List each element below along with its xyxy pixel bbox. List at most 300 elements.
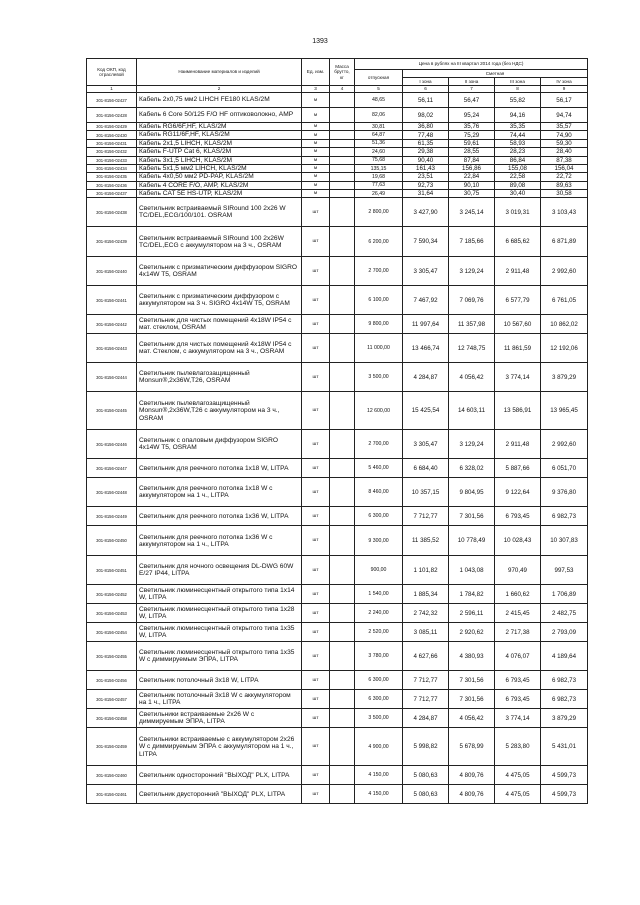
zone-3-price-cell: 2 911,48 [495,257,541,286]
mass-cell [330,585,355,604]
unit-cell: шт [302,604,330,623]
zone-4-price-cell: 2 992,60 [541,430,588,459]
release-price-cell: 135,15 [355,164,403,172]
table-body [87,93,588,804]
unit-cell: м [302,139,330,147]
product-code-cell: 301-8156-02452 [87,585,137,604]
zone-2-price-cell: 28,55 [449,148,495,156]
zone-3-price-cell: 3 774,14 [495,709,541,728]
zone-2-price-cell: 4 056,42 [449,709,495,728]
zone-4-price-cell: 74,90 [541,131,588,139]
table-row [87,227,588,257]
release-price-cell: 6 100,00 [355,286,403,315]
unit-cell: шт [302,526,330,556]
release-price-cell: 8 460,00 [355,478,403,507]
header-estimate: Сметная [403,70,588,78]
product-name-cell: Кабель RG11/6F,HF, KLAS/2M [137,131,302,139]
price-table [86,58,588,804]
product-name-cell: Кабель 6 Core 50/125 F/O HF оптиковолокно, AMP [137,108,302,123]
product-code-cell: 301-8156-02460 [87,766,137,785]
zone-2-price-cell: 56,47 [449,93,495,108]
zone-4-price-cell: 10 862,02 [541,315,588,334]
zone-2-price-cell: 2 920,62 [449,623,495,642]
zone-4-price-cell: 89,63 [541,181,588,189]
zone-4-price-cell: 3 103,43 [541,198,588,227]
zone-4-price-cell: 35,57 [541,123,588,131]
table-row [87,164,588,172]
table-row [87,139,588,147]
release-price-cell: 9 800,00 [355,315,403,334]
table-row [87,257,588,286]
zone-4-price-cell: 6 982,73 [541,507,588,526]
release-price-cell: 2 700,00 [355,430,403,459]
product-name-cell: Светильник односторонний "ВЫХОД" PLX, LITPA [137,766,302,785]
product-name-cell: Кабель 4 CORE F/O, AMP, KLAS/2M [137,181,302,189]
mass-cell [330,227,355,257]
zone-4-price-cell: 5 431,01 [541,728,588,766]
zone-1-price-cell: 3 305,47 [403,257,449,286]
product-code-cell: 301-8156-02436 [87,181,137,189]
product-name-cell: Светильник с опаловым диффузором SIGRO 4x14W T5, OSRAM [137,430,302,459]
zone-3-price-cell: 2 415,45 [495,604,541,623]
zone-3-price-cell: 74,44 [495,131,541,139]
mass-cell [330,198,355,227]
product-code-cell: 301-8156-02456 [87,671,137,690]
release-price-cell: 30,81 [355,123,403,131]
header-unit: Ед. изм. [302,59,330,86]
zone-1-price-cell: 4 627,66 [403,642,449,671]
column-number: 5 [355,86,403,93]
product-code-cell: 301-8156-02445 [87,392,137,430]
zone-2-price-cell: 2 596,11 [449,604,495,623]
unit-cell: шт [302,642,330,671]
product-name-cell: Светильник люминесцентный открытого типа 1x28 W, LITPA [137,604,302,623]
header-name: Наименование материалов и изделий [137,59,302,86]
mass-cell [330,604,355,623]
zone-4-price-cell: 12 192,06 [541,334,588,363]
release-price-cell: 6 300,00 [355,690,403,709]
zone-1-price-cell: 7 467,92 [403,286,449,315]
table-row [87,671,588,690]
unit-cell: шт [302,671,330,690]
zone-3-price-cell: 3 774,14 [495,363,541,392]
mass-cell [330,286,355,315]
table-row [87,690,588,709]
unit-cell: шт [302,430,330,459]
zone-2-price-cell: 1 043,08 [449,556,495,585]
zone-2-price-cell: 90,10 [449,181,495,189]
zone-1-price-cell: 7 712,77 [403,507,449,526]
product-code-cell: 301-8156-02451 [87,556,137,585]
unit-cell: м [302,156,330,164]
unit-cell: шт [302,392,330,430]
release-price-cell: 77,63 [355,181,403,189]
release-price-cell: 1 540,00 [355,585,403,604]
zone-1-price-cell: 10 357,15 [403,478,449,507]
zone-3-price-cell: 6 685,62 [495,227,541,257]
zone-1-price-cell: 23,51 [403,173,449,181]
product-code-cell: 301-8156-02427 [87,93,137,108]
product-name-cell: Светильник двусторонний "ВЫХОД" PLX, LITPA [137,785,302,804]
zone-2-price-cell: 7 185,66 [449,227,495,257]
zone-2-price-cell: 75,29 [449,131,495,139]
table-row [87,286,588,315]
zone-2-price-cell: 35,76 [449,123,495,131]
release-price-cell: 12 600,00 [355,392,403,430]
zone-2-price-cell: 4 380,93 [449,642,495,671]
product-name-cell: Светильник пылевлагозащищенный Monsun®,2x36W,T26, OSRAM [137,363,302,392]
zone-1-price-cell: 98,02 [403,108,449,123]
table-row [87,556,588,585]
zone-4-price-cell: 6 761,05 [541,286,588,315]
zone-3-price-cell: 13 586,91 [495,392,541,430]
unit-cell: шт [302,459,330,478]
release-price-cell: 3 500,00 [355,709,403,728]
zone-1-price-cell: 4 284,87 [403,363,449,392]
zone-2-price-cell: 3 245,14 [449,198,495,227]
zone-4-price-cell: 56,17 [541,93,588,108]
unit-cell: шт [302,785,330,804]
table-row [87,93,588,108]
product-name-cell: Светильники встраиваемые с аккумулятором 2x26 W с диммируемым ЭПРА с аккумулятором на 1 ч., LITPA [137,728,302,766]
release-price-cell: 26,49 [355,190,403,198]
zone-2-price-cell: 59,61 [449,139,495,147]
product-name-cell: Кабель CAT 5E HS-UTP, KLAS/2M [137,190,302,198]
zone-3-price-cell: 11 861,59 [495,334,541,363]
mass-cell [330,556,355,585]
product-name-cell: Светильник пылевлагозащищенный Monsun®,2x36W,T26 с аккумулятором на 3 ч., OSRAM [137,392,302,430]
zone-1-price-cell: 4 284,87 [403,709,449,728]
zone-1-price-cell: 11 385,52 [403,526,449,556]
zone-2-price-cell: 5 678,99 [449,728,495,766]
zone-2-price-cell: 30,75 [449,190,495,198]
zone-1-price-cell: 36,80 [403,123,449,131]
zone-4-price-cell: 2 992,60 [541,257,588,286]
release-price-cell: 2 520,00 [355,623,403,642]
table-row [87,392,588,430]
release-price-cell: 75,68 [355,156,403,164]
header-price-group: Цена в рублях на III квартал 2014 года (без НДС) [355,59,588,70]
product-name-cell: Светильник люминесцентный открытого типа 1x35 W с диммируемым ЭПРА, LITPA [137,642,302,671]
release-price-cell: 19,68 [355,173,403,181]
zone-3-price-cell: 6 577,79 [495,286,541,315]
release-price-cell: 5 460,00 [355,459,403,478]
product-code-cell: 301-8156-02446 [87,430,137,459]
product-name-cell: Светильник встраиваемый SIRound 100 2x26 W TC/DEL,ECG/100/101. OSRAM [137,198,302,227]
zone-4-price-cell: 30,58 [541,190,588,198]
product-name-cell: Светильники встраиваемые 2x26 W с диммируемым ЭПРА, LITPA [137,709,302,728]
unit-cell: шт [302,585,330,604]
table-row [87,507,588,526]
zone-3-price-cell: 4 475,05 [495,785,541,804]
unit-cell: шт [302,709,330,728]
unit-cell: м [302,164,330,172]
product-code-cell: 301-8156-02435 [87,173,137,181]
zone-1-price-cell: 5 080,63 [403,766,449,785]
zone-3-price-cell: 2 717,38 [495,623,541,642]
table-row [87,148,588,156]
zone-1-price-cell: 6 684,40 [403,459,449,478]
header-mass: Масса брутто, кг [330,59,355,86]
mass-cell [330,459,355,478]
zone-4-price-cell: 28,40 [541,148,588,156]
product-code-cell: 301-8156-02458 [87,709,137,728]
release-price-cell: 900,00 [355,556,403,585]
zone-2-price-cell: 7 301,56 [449,507,495,526]
product-code-cell: 301-8156-02438 [87,198,137,227]
product-name-cell: Кабель F-UTP Cat 6, KLAS/2M [137,148,302,156]
zone-1-price-cell: 1 885,34 [403,585,449,604]
zone-3-price-cell: 6 793,45 [495,690,541,709]
mass-cell [330,181,355,189]
zone-2-price-cell: 4 056,42 [449,363,495,392]
zone-2-price-cell: 10 778,49 [449,526,495,556]
mass-cell [330,363,355,392]
release-price-cell: 6 300,00 [355,671,403,690]
unit-cell: м [302,148,330,156]
column-number: 3 [302,86,330,93]
unit-cell: шт [302,690,330,709]
product-code-cell: 301-8156-02439 [87,227,137,257]
unit-cell: шт [302,198,330,227]
zone-4-price-cell: 4 189,64 [541,642,588,671]
zone-4-price-cell: 9 376,80 [541,478,588,507]
zone-4-price-cell: 94,74 [541,108,588,123]
table-row [87,108,588,123]
zone-4-price-cell: 3 879,29 [541,363,588,392]
product-code-cell: 301-8156-02453 [87,604,137,623]
product-name-cell: Светильник потолочный 3x18 W с аккумулятором на 1 ч., LITPA [137,690,302,709]
page-number: 1393 [312,38,328,45]
column-number: 1 [87,86,137,93]
zone-1-price-cell: 5 080,63 [403,785,449,804]
product-name-cell: Светильник для чистых помещений 4x18W IP54 с мат. стеклом, OSRAM [137,315,302,334]
product-code-cell: 301-8156-02444 [87,363,137,392]
column-number: 9 [541,86,588,93]
table-row [87,585,588,604]
product-code-cell: 301-8156-02429 [87,123,137,131]
mass-cell [330,334,355,363]
product-name-cell: Кабель 2x1,5 LIHCH, KLAS/2M [137,139,302,147]
zone-3-price-cell: 1 660,62 [495,585,541,604]
zone-3-price-cell: 10 028,43 [495,526,541,556]
zone-4-price-cell: 6 051,70 [541,459,588,478]
mass-cell [330,392,355,430]
release-price-cell: 51,36 [355,139,403,147]
zone-3-price-cell: 28,23 [495,148,541,156]
unit-cell: м [302,108,330,123]
unit-cell: м [302,131,330,139]
zone-2-price-cell: 11 357,98 [449,315,495,334]
zone-2-price-cell: 7 301,56 [449,671,495,690]
unit-cell: шт [302,556,330,585]
header-zone-3: III зона [495,78,541,86]
product-name-cell: Кабель 5x1,5 мм2 LIHCH, KLAS/2M [137,164,302,172]
zone-2-price-cell: 7 069,76 [449,286,495,315]
mass-cell [330,430,355,459]
zone-2-price-cell: 4 809,76 [449,766,495,785]
product-code-cell: 301-8156-02449 [87,507,137,526]
table-row [87,334,588,363]
product-name-cell: Кабель 4x0,50 мм2 PD-PAP, KLAS/2M [137,173,302,181]
zone-4-price-cell: 6 982,73 [541,671,588,690]
unit-cell: шт [302,507,330,526]
product-name-cell: Светильник люминесцентный открытого типа 1x35 W, LITPA [137,623,302,642]
table-row [87,785,588,804]
zone-4-price-cell: 997,53 [541,556,588,585]
zone-2-price-cell: 6 328,02 [449,459,495,478]
zone-3-price-cell: 10 567,60 [495,315,541,334]
table-row [87,604,588,623]
zone-1-price-cell: 90,40 [403,156,449,164]
table-row [87,728,588,766]
zone-4-price-cell: 2 482,75 [541,604,588,623]
header-zone-2: II зона [449,78,495,86]
table-row [87,363,588,392]
mass-cell [330,93,355,108]
zone-1-price-cell: 92,73 [403,181,449,189]
zone-1-price-cell: 1 101,82 [403,556,449,585]
table-row [87,315,588,334]
product-code-cell: 301-8156-02455 [87,642,137,671]
zone-4-price-cell: 13 965,45 [541,392,588,430]
zone-2-price-cell: 14 603,11 [449,392,495,430]
zone-3-price-cell: 970,49 [495,556,541,585]
product-code-cell: 301-8156-02440 [87,257,137,286]
zone-1-price-cell: 77,48 [403,131,449,139]
table-row [87,173,588,181]
zone-2-price-cell: 4 809,76 [449,785,495,804]
header-release-price: отпускная [355,70,403,86]
zone-1-price-cell: 2 742,32 [403,604,449,623]
product-code-cell: 301-8156-02461 [87,785,137,804]
zone-3-price-cell: 55,82 [495,93,541,108]
zone-1-price-cell: 56,11 [403,93,449,108]
column-number: 4 [330,86,355,93]
zone-1-price-cell: 7 590,34 [403,227,449,257]
table-row [87,642,588,671]
product-code-cell: 301-8156-02433 [87,156,137,164]
unit-cell: шт [302,623,330,642]
release-price-cell: 82,06 [355,108,403,123]
zone-4-price-cell: 4 599,73 [541,785,588,804]
column-number: 7 [449,86,495,93]
table-row [87,526,588,556]
zone-3-price-cell: 5 283,80 [495,728,541,766]
mass-cell [330,108,355,123]
zone-3-price-cell: 89,08 [495,181,541,189]
table-row [87,709,588,728]
zone-1-price-cell: 3 427,90 [403,198,449,227]
zone-3-price-cell: 3 019,31 [495,198,541,227]
zone-2-price-cell: 9 804,95 [449,478,495,507]
mass-cell [330,507,355,526]
release-price-cell: 4 900,00 [355,728,403,766]
mass-cell [330,257,355,286]
zone-4-price-cell: 87,38 [541,156,588,164]
table-row [87,478,588,507]
release-price-cell: 6 200,00 [355,227,403,257]
release-price-cell: 3 500,00 [355,363,403,392]
zone-4-price-cell: 10 307,83 [541,526,588,556]
product-name-cell: Кабель 2x0,75 мм2 LIHCH FE180 KLAS/2M [137,93,302,108]
zone-4-price-cell: 3 879,29 [541,709,588,728]
product-name-cell: Светильник с призматическим диффузором с аккумулятором на 3 ч. SIGRO 4x14W T5, OSRAM [137,286,302,315]
product-name-cell: Кабель RG6/6F,HF, KLAS/2M [137,123,302,131]
unit-cell: м [302,190,330,198]
zone-4-price-cell: 4 599,73 [541,766,588,785]
mass-cell [330,190,355,198]
release-price-cell: 2 240,00 [355,604,403,623]
release-price-cell: 11 000,00 [355,334,403,363]
product-name-cell: Светильник для реечного потолка 1x18 W с аккумулятором на 1 ч., LITPA [137,478,302,507]
product-name-cell: Светильник люминесцентный открытого типа 1x14 W, LITPA [137,585,302,604]
mass-cell [330,164,355,172]
product-name-cell: Светильник для реечного потолка 1x36 W, LITPA [137,507,302,526]
mass-cell [330,526,355,556]
column-number: 6 [403,86,449,93]
zone-1-price-cell: 29,38 [403,148,449,156]
zone-4-price-cell: 22,72 [541,173,588,181]
unit-cell: м [302,123,330,131]
column-number: 8 [495,86,541,93]
zone-3-price-cell: 9 122,64 [495,478,541,507]
zone-3-price-cell: 155,08 [495,164,541,172]
product-name-cell: Светильник для чистых помещений 4x18W IP54 с мат. Стеклом, с аккумулятором на 3 ч., OSRAM [137,334,302,363]
header-zone-4: IV зона [541,78,588,86]
zone-1-price-cell: 7 712,77 [403,671,449,690]
product-code-cell: 301-8156-02441 [87,286,137,315]
zone-1-price-cell: 7 712,77 [403,690,449,709]
table-row [87,156,588,164]
product-code-cell: 301-8156-02442 [87,315,137,334]
unit-cell: шт [302,363,330,392]
product-code-cell: 301-8156-02454 [87,623,137,642]
zone-3-price-cell: 6 793,45 [495,507,541,526]
product-code-cell: 301-8156-02432 [87,148,137,156]
unit-cell: шт [302,315,330,334]
zone-2-price-cell: 3 129,24 [449,430,495,459]
mass-cell [330,123,355,131]
zone-3-price-cell: 6 793,45 [495,671,541,690]
mass-cell [330,156,355,164]
product-name-cell: Кабель 3x1,5 LIHCH, KLAS/2M [137,156,302,164]
zone-1-price-cell: 161,43 [403,164,449,172]
zone-3-price-cell: 22,58 [495,173,541,181]
mass-cell [330,148,355,156]
unit-cell: шт [302,766,330,785]
mass-cell [330,642,355,671]
release-price-cell: 6 300,00 [355,507,403,526]
release-price-cell: 3 780,00 [355,642,403,671]
zone-1-price-cell: 3 305,47 [403,430,449,459]
mass-cell [330,173,355,181]
zone-2-price-cell: 7 301,56 [449,690,495,709]
product-name-cell: Светильник для реечного потолка 1x36 W с аккумулятором на 1 ч., LITPA [137,526,302,556]
unit-cell: шт [302,478,330,507]
product-name-cell: Светильник с призматическим диффузором SIGRO 4x14W T5, OSRAM [137,257,302,286]
mass-cell [330,478,355,507]
zone-1-price-cell: 11 997,64 [403,315,449,334]
mass-cell [330,131,355,139]
product-code-cell: 301-8156-02447 [87,459,137,478]
release-price-cell: 4 150,00 [355,785,403,804]
unit-cell: шт [302,227,330,257]
zone-3-price-cell: 86,84 [495,156,541,164]
release-price-cell: 2 700,00 [355,257,403,286]
product-code-cell: 301-8156-02428 [87,108,137,123]
zone-3-price-cell: 30,40 [495,190,541,198]
